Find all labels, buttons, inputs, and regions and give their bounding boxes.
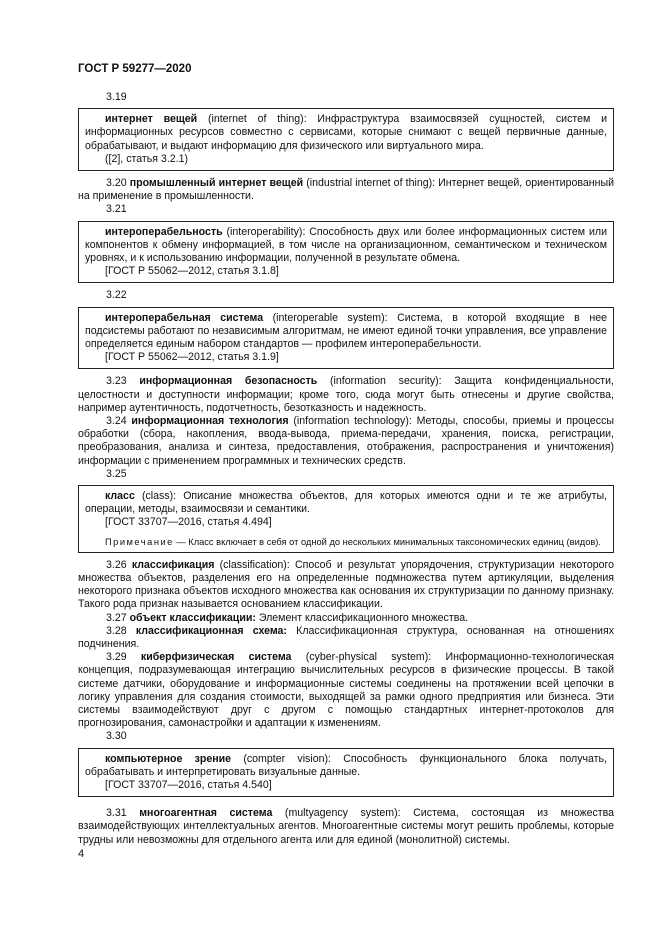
term-number: 3.31 [106, 807, 140, 820]
term-title: интероперабельность [105, 225, 223, 238]
term-title: классификационная схема: [135, 624, 287, 637]
term-number: 3.26 [106, 558, 132, 571]
page-number: 4 [78, 848, 85, 860]
term-number: 3.24 [106, 415, 132, 428]
term-number: 3.29 [106, 651, 141, 664]
term-box [78, 221, 614, 284]
term-text: Классификационная структура, основанная на отношениях подчинения. [78, 624, 614, 650]
note-text: — Класс включает в себя от одной до нескольких минимальных таксономических единиц (видов). [173, 536, 601, 547]
term-title: классификация [131, 558, 215, 571]
term-definition [78, 415, 614, 468]
term-definition [85, 113, 607, 153]
term-text: (industrial internet of thing): Интернет вещей, ориентированный на применение в промышленности. [78, 177, 614, 203]
term-number: 3.22 [106, 289, 127, 302]
term-definition [85, 312, 607, 352]
term-title: промышленный интернет вещей [129, 177, 304, 190]
term-text: Элемент классификационного множества. [255, 611, 469, 624]
term-definition [78, 612, 614, 625]
term-box [78, 108, 614, 171]
term-title: класс [105, 490, 135, 503]
term-definition [78, 651, 614, 730]
term-text: (interoperable system): Система, в которой входящие в нее подсистемы работают по независимым алгоритмам, не имеют единой точки управления, все управление определяется единым набором стандартов — профилем интероперабельности. [85, 311, 607, 351]
term-number: 3.21 [106, 203, 127, 216]
term-box [78, 307, 614, 370]
term-title: информационная технология [131, 415, 289, 428]
term-definition [85, 226, 607, 266]
term-number: 3.23 [106, 375, 140, 388]
term-title: многоагентная система [139, 807, 273, 820]
term-source: ([2], статья 3.2.1) [105, 152, 189, 165]
term-number: 3.28 [106, 624, 136, 637]
term-definition [85, 490, 607, 516]
term-number: 3.20 [106, 177, 130, 190]
term-definition [85, 753, 607, 779]
term-box [78, 485, 614, 553]
term-title: интернет вещей [105, 113, 198, 126]
term-text: (compter vision): Способность функционального блока получать, обрабатывать и интерпретировать визуальные данные. [85, 752, 607, 778]
term-number: 3.25 [106, 467, 127, 480]
term-text: (information security): Защита конфиденциальности, целостности и доступности информации; кроме того, сюда могут быть отнесены и другие свойства, например аутентичность, подотчетность, безотказность и надежность. [78, 375, 615, 414]
document-body [78, 91, 614, 847]
term-text: (class): Описание множества объектов, для которых имеются одни и те же атрибуты, операции, методы, взаимосвязи и семантики. [85, 490, 607, 516]
term-definition [78, 807, 614, 847]
document-header: ГОСТ Р 59277—2020 [78, 63, 192, 75]
term-number: 3.27 [106, 611, 130, 624]
term-definition [78, 375, 614, 415]
term-definition [78, 625, 614, 651]
note-label: Примечание [105, 536, 174, 547]
term-title: киберфизическая система [140, 651, 292, 664]
term-title: компьютерное зрение [105, 752, 232, 765]
term-text: (internet of thing): Инфраструктура взаимосвязей сущностей, систем и информационных ресурсов совместно с сервисами, которые снимают с вещей первичные данные, обрабатывают, и выдают информацию для физического или виртуального мира. [85, 113, 607, 152]
term-text: (information technology): Методы, способы, приемы и процессы обработки (сбора, накопления, ввода-вывода, приема-передачи, хранения, поиска, регистрации, преобразования, анализа и синтеза, предоставления, отображения, распространения и уничтожения) информации с применением программных и технических средств. [78, 415, 614, 467]
term-text: (cyber-physical system): Информационно-технологическая концепция, подразумевающая интеграцию вычислительных ресурсов в физические процессы. В такой системе датчики, оборудование и информационные системы соединены на протяжении всей цепочки в логику управления для создания стоимости, выходящей за рамки одного предприятия или бизнеса. Эти системы взаимодействуют друг с другом с помощью стандартных интернет-протоколов для прогнозирования, самонастройки и адаптации к изменениям. [78, 651, 614, 730]
term-title: информационная безопасность [139, 375, 318, 388]
term-box [78, 748, 614, 798]
term-definition [78, 559, 614, 612]
term-text: (classification): Способ и результат упорядочения, структуризации некоторого множества объектов, разделения его на определенные подмножества путем артикуляции, выделения некоторого признака объектов исходного множества как основания их структуризации по данному признаку. Такого рода признак называется основанием классификации. [78, 558, 615, 611]
term-note [85, 536, 607, 548]
term-source: [ГОСТ Р 55062—2012, статья 3.1.9] [105, 351, 279, 364]
term-title: интероперабельная система [105, 311, 264, 324]
term-title: объект классификации: [129, 611, 256, 624]
term-number: 3.30 [106, 730, 127, 743]
term-source: [ГОСТ 33707—2016, статья 4.540] [105, 778, 272, 791]
term-text: (interoperability): Способность двух или более информационных систем или компонентов к обмену информацией, в том числе на организационном, семантическом и техническом уровнях, и к использованию информации, полученной в результате обмена. [85, 225, 607, 265]
term-source: [ГОСТ 33707—2016, статья 4.494] [105, 516, 272, 529]
term-number: 3.19 [106, 91, 127, 103]
term-source: [ГОСТ Р 55062—2012, статья 3.1.8] [105, 265, 279, 278]
term-definition [78, 177, 614, 203]
term-text: (multyagency system): Система, состоящая из множества взаимодействующих интеллектуальных агентов. Многоагентные системы могут решить проблемы, которые трудны или невозможны для отдельного агента или для единой (монолитной) системы. [78, 807, 615, 846]
